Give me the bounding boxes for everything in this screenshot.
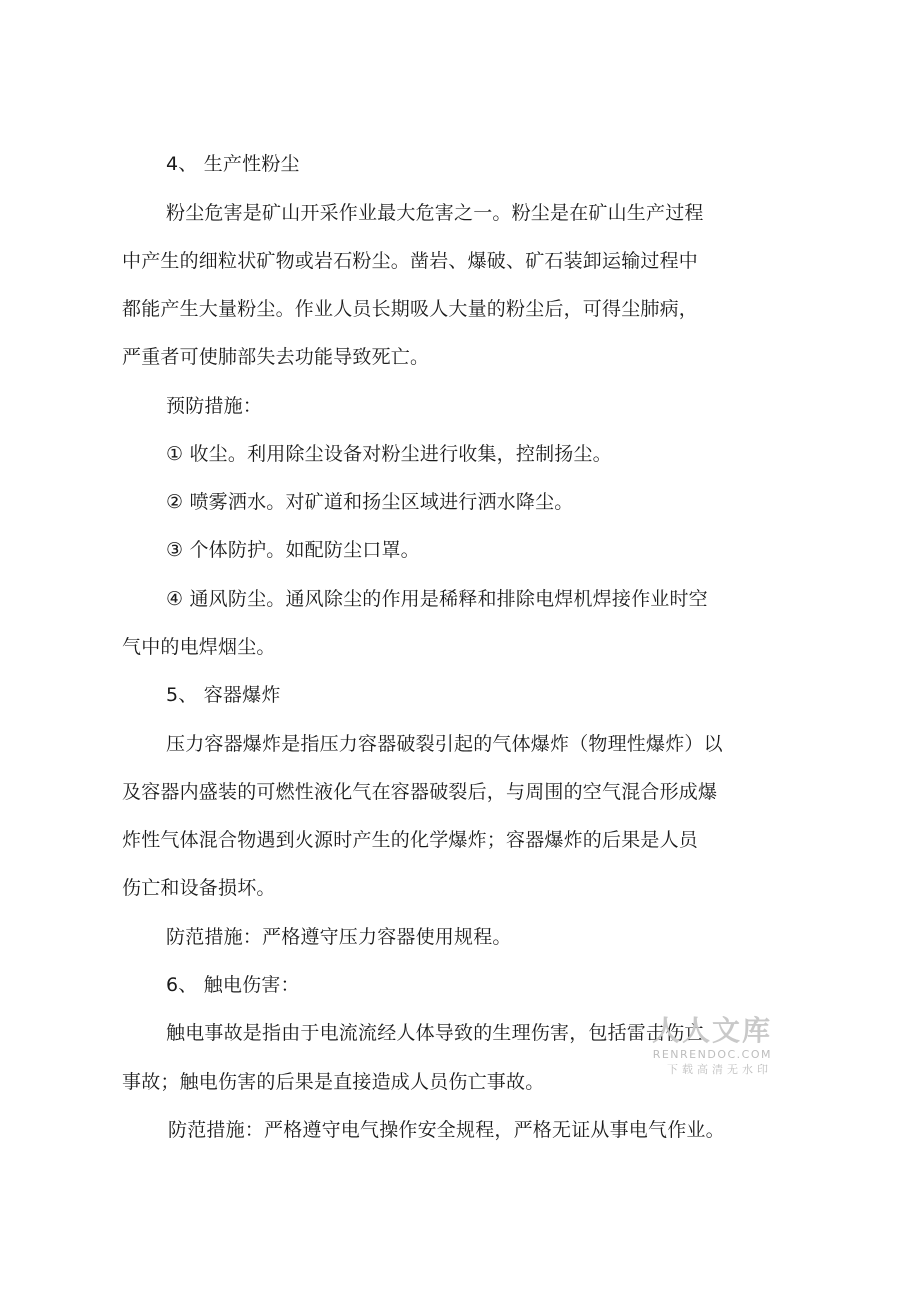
- paragraph-line: 触电事故是指由于电流流经人体导致的生理伤害，包括雷击伤亡: [166, 1022, 704, 1044]
- paragraph-line: 压力容器爆炸是指压力容器破裂引起的气体爆炸（物理性爆炸）以: [166, 733, 723, 755]
- paragraph-line: 气中的电焊烟尘。: [122, 636, 276, 658]
- paragraph-line: 防范措施：严格遵守压力容器使用规程。: [166, 926, 512, 948]
- section-heading-vessel: 5、 容器爆炸: [166, 684, 281, 706]
- paragraph-line: 中产生的细粒状矿物或岩石粉尘。凿岩、爆破、矿石装卸运输过程中: [122, 250, 699, 272]
- paragraph-line: 粉尘危害是矿山开采作业最大危害之一。粉尘是在矿山生产过程: [166, 202, 704, 224]
- list-item: ④ 通风防尘。通风除尘的作用是稀释和排除电焊机焊接作业时空: [166, 588, 708, 610]
- list-item: ① 收尘。利用除尘设备对粉尘进行收集，控制扬尘。: [166, 443, 612, 465]
- paragraph-line: 炸性气体混合物遇到火源时产生的化学爆炸；容器爆炸的后果是人员: [122, 829, 699, 851]
- paragraph-line: 伤亡和设备损坏。: [122, 877, 276, 899]
- paragraph-line: 防范措施：严格遵守电气操作安全规程，严格无证从事电气作业。: [168, 1119, 725, 1141]
- watermark-url: RENRENDOC.COM: [652, 1048, 772, 1061]
- watermark-title: 人人文库: [651, 1014, 772, 1047]
- section-heading-electric: 6、 触电伤害：: [166, 974, 300, 996]
- watermark-logo: [648, 1014, 778, 1078]
- paragraph-line: 及容器内盛装的可燃性液化气在容器破裂后，与周围的空气混合形成爆: [122, 781, 718, 803]
- section-heading-dust: 4、 生产性粉尘: [166, 153, 300, 175]
- paragraph-line: 严重者可使肺部失去功能导致死亡。: [122, 346, 430, 368]
- measures-heading: 预防措施：: [166, 395, 263, 417]
- paragraph-line: 都能产生大量粉尘。作业人员长期吸人大量的粉尘后，可得尘肺病，: [122, 298, 699, 320]
- list-item: ② 喷雾洒水。对矿道和扬尘区域进行洒水降尘。: [166, 491, 574, 513]
- paragraph-line: 事故；触电伤害的后果是直接造成人员伤亡事故。: [122, 1071, 545, 1093]
- watermark-subtitle: 下载高清无水印: [667, 1063, 772, 1076]
- list-item: ③ 个体防护。如配防尘口罩。: [166, 539, 420, 561]
